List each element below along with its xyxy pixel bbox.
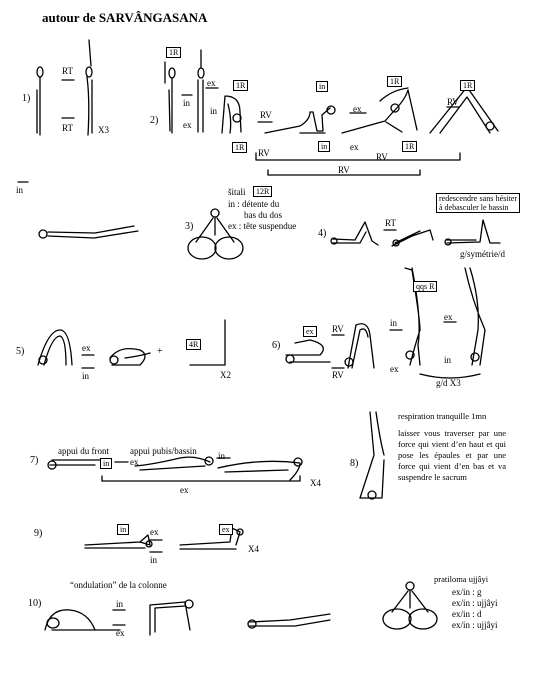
count-box: 1R — [387, 76, 402, 87]
in-label: in — [444, 355, 452, 365]
pratiloma-line: ex/in : ujjâyi — [452, 598, 498, 608]
in-label: in — [116, 599, 124, 609]
step-5-label: 5) — [16, 346, 25, 357]
repeat-label: g/d X3 — [436, 378, 461, 388]
in-label: in — [210, 106, 218, 116]
repeat-label: X2 — [220, 370, 231, 380]
in-box: in — [318, 141, 330, 152]
rt-label: RT — [62, 123, 73, 133]
rv-label: RV — [376, 152, 388, 162]
step3-in-text: in : détente du — [228, 199, 280, 209]
count-box: 1R — [166, 47, 181, 58]
pubis-label: appui pubis/bassin — [130, 446, 197, 456]
pratiloma-line: ex/in : g — [452, 587, 482, 597]
step-8-label: 8) — [350, 458, 359, 469]
figure-1-standing — [37, 67, 43, 135]
step-2-label: 2) — [150, 115, 159, 126]
in-label: in — [82, 371, 90, 381]
rv-label: RV — [332, 370, 344, 380]
figure-10-sequence — [45, 600, 330, 635]
sitali-label: šitali — [228, 187, 246, 197]
figure-1-arms-up — [86, 40, 92, 135]
ex-label: ex — [150, 527, 159, 537]
step-9-label: 9) — [34, 528, 43, 539]
figure-7-sequence — [48, 457, 302, 480]
step-10-label: 10) — [28, 598, 42, 609]
repeat-label: X3 — [98, 125, 109, 135]
ex-label: ex — [130, 457, 139, 467]
figure-4-sequence — [331, 220, 500, 246]
rv-label: RV — [258, 148, 270, 158]
plus-label: + — [157, 346, 163, 357]
pratiloma-line: ex/in : ujjâyi — [452, 620, 498, 630]
ondulation-label: “ondulation” de la colonne — [70, 580, 167, 590]
ex-label: ex — [82, 343, 91, 353]
in-label: in — [150, 555, 158, 565]
in-box: in — [117, 524, 129, 535]
step8-body: laisser vous traverser par une force qui vient d’en haut et qui pose les épaules et par une force qui vient d’en bas et va suspendre le sacrum — [398, 428, 506, 482]
figure-2-sequence — [165, 50, 498, 133]
in-box: in — [100, 458, 112, 469]
step3-in-text2: bas du dos — [244, 210, 282, 220]
symmetry-label: g/symétrie/d — [460, 249, 505, 259]
rt-label: RT — [62, 66, 73, 76]
step3-ex-text: ex : tête suspendue — [228, 221, 297, 231]
count-box: 1R — [402, 141, 417, 152]
step4-instruction-box: redescendre sans hésiter à debasculer le bassin — [436, 193, 520, 213]
step-4-label: 4) — [318, 228, 327, 239]
ex-box: ex — [303, 326, 317, 337]
count-box: 1R — [232, 142, 247, 153]
repeat-label: X4 — [248, 544, 259, 554]
repeat-label: X4 — [310, 478, 321, 488]
count-box: 12R — [253, 186, 272, 197]
ex-label: ex — [444, 312, 453, 322]
ex-label: ex — [390, 364, 399, 374]
pratiloma-line: ex/in : d — [452, 609, 482, 619]
ex-box: ex — [219, 524, 233, 535]
rv-label: RV — [260, 110, 272, 120]
count-box: 1R — [460, 80, 475, 91]
step-1-label: 1) — [22, 93, 31, 104]
in-label: in — [16, 185, 24, 195]
count-box: qqs R — [413, 281, 437, 292]
figure-3-seated — [188, 209, 243, 259]
in-label: in — [390, 318, 398, 328]
ex-label: ex — [353, 104, 362, 114]
step-7-label: 7) — [30, 455, 39, 466]
in-box: in — [316, 81, 328, 92]
figure-10-seated — [383, 582, 437, 629]
rv-label: RV — [447, 97, 459, 107]
ex-label: ex — [180, 485, 189, 495]
pratiloma-title: pratiloma ujjâyi — [434, 574, 489, 584]
in-label: in — [218, 451, 226, 461]
bracket-rv — [256, 153, 460, 160]
ex-label: ex — [116, 628, 125, 638]
ex-label: ex — [183, 120, 192, 130]
count-box: 1R — [233, 80, 248, 91]
ex-label: ex — [350, 142, 359, 152]
step8-line1: respiration tranquille 1mn — [398, 411, 487, 421]
figure-8-shoulderstand — [360, 412, 384, 499]
in-label: in — [183, 98, 191, 108]
rv-label: RV — [332, 324, 344, 334]
rt-label: RT — [385, 218, 396, 228]
page-title: autour de SARVÂNGASANA — [42, 10, 208, 25]
front-label: appui du front — [58, 446, 109, 456]
step-6-label: 6) — [272, 340, 281, 351]
bracket-ex — [102, 476, 300, 481]
count-box: 4R — [186, 339, 201, 350]
ex-label: ex — [207, 78, 216, 88]
figure-3-supine — [39, 226, 138, 238]
figure-6-sequence — [286, 268, 485, 368]
step-3-label: 3) — [185, 221, 194, 232]
rv-label: RV — [338, 165, 350, 175]
